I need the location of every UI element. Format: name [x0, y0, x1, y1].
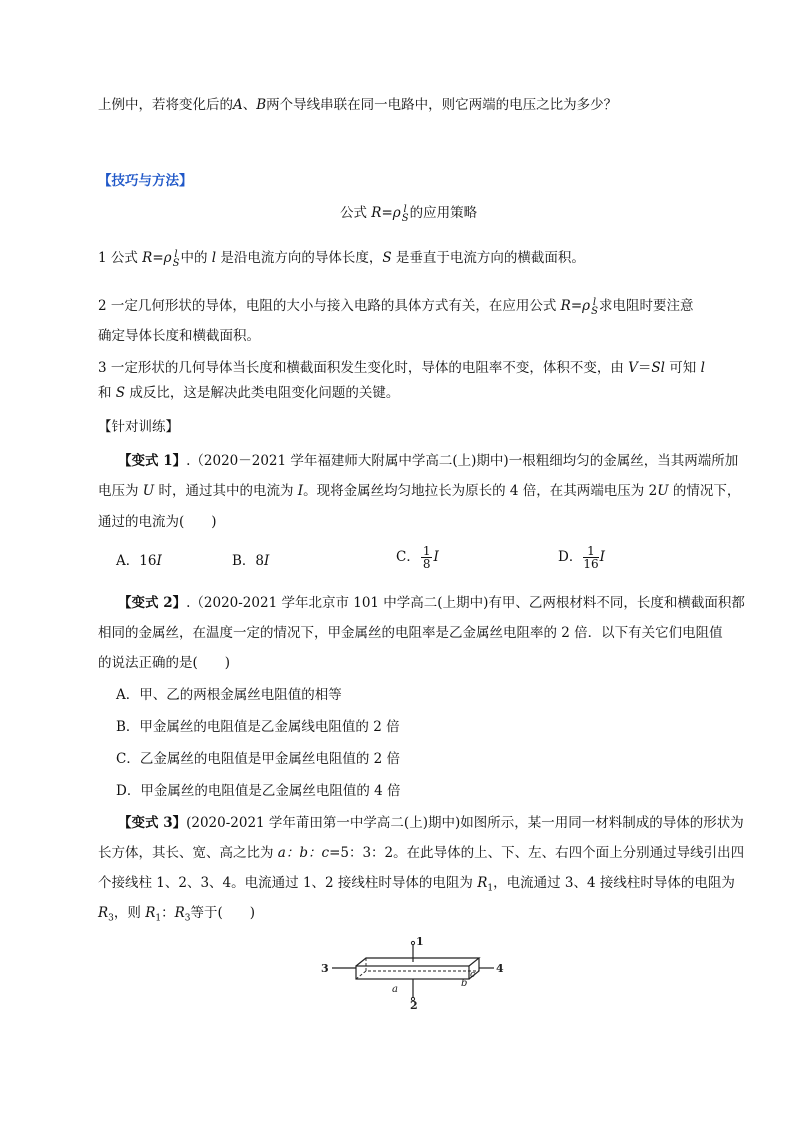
q1-option-d[interactable]: D． $\frac{1}{16}$ I: [558, 544, 605, 571]
dim-a-label: a: [392, 984, 398, 995]
q2-line-2: 相同的金属丝，在温度一定的情况下，甲金属丝的电阻率是乙金属丝电阻率的 2 倍．以下有关它们电阻值: [98, 625, 723, 641]
q3-line-4: $R_3$，则 $R_1$：$R_3$等于( ): [98, 905, 256, 924]
tip-1: 1 公式 R=ρ l S 中的 l 是沿电流方向的导体长度，S 是垂直于电流方向的横截面积。: [98, 248, 585, 269]
intro-question: 上例中，若将变化后的A、B两个导线串联在同一电路中，则它两端的电压之比为多少？: [98, 97, 618, 113]
terminal-2-label: 2: [410, 999, 418, 1012]
formula-title: 公式 R=ρ l S 的应用策略: [340, 203, 478, 224]
q3-line-2: 长方体，其长、宽、高之比为 a：b：c=5：3：2。在此导体的上、下、左、右四个面上分别通过导线引出四: [98, 845, 745, 861]
conductor-figure: [318, 935, 518, 1015]
tip-2-line-2: 确定导体长度和横截面积。: [98, 328, 260, 344]
training-heading: 【针对训练】: [98, 419, 179, 435]
dim-b-label: b: [461, 978, 468, 989]
q2-option-b[interactable]: B．甲金属丝的电阻值是乙金属线电阻值的 2 倍: [116, 719, 400, 735]
top-face: [356, 958, 479, 966]
tip-2-line-1: 2 一定几何形状的导体，电阻的大小与接入电路的具体方式有关，在应用公式 R=ρ l S 求电阻时要注意: [98, 296, 694, 317]
q2-line-3: 的说法正确的是( ): [98, 655, 231, 671]
terminal-1-dot: [411, 941, 414, 944]
dim-c-label: c: [470, 970, 476, 980]
q1-line-1: 【变式 1】.（2020－2021 学年福建师大附属中学高二(上)期中)一根粗细均匀的金属丝，当其两端所加: [118, 453, 739, 469]
q2-option-a[interactable]: A．甲、乙的两根金属丝电阻值的相等: [116, 687, 342, 703]
terminal-3-label: 3: [321, 962, 329, 975]
q1-label: 【变式 1】: [118, 453, 187, 469]
q1-option-c[interactable]: C． $\frac{1}{8}$ I: [396, 544, 439, 571]
terminal-1-label: 1: [416, 935, 424, 948]
q1-line-2: 电压为 U 时，通过其中的电流为 I。现将金属丝均匀地拉长为原长的 4 倍，在其两端电压为 2U 的情况下，: [98, 483, 741, 499]
q3-line-3: 个接线柱 1、2、3、4。电流通过 1、2 接线柱时导体的电阻为 $R_1$，电流通过 3、4 接线柱时导体的电阻为: [98, 875, 735, 894]
q2-option-d[interactable]: D．甲金属丝的电阻值是乙金属丝电阻值的 4 倍: [116, 783, 401, 799]
tip-3-line-1: 3 一定形状的几何导体当长度和横截面积发生变化时，导体的电阻率不变，体积不变，由 V＝Sl 可知 l: [98, 360, 705, 376]
q1-option-a[interactable]: A．16I: [116, 553, 162, 569]
q2-label: 【变式 2】: [118, 595, 187, 611]
front-face: [356, 966, 469, 979]
q1-line-3: 通过的电流为( ): [98, 514, 217, 530]
tips-heading: 【技巧与方法】: [98, 173, 193, 189]
q2-option-c[interactable]: C．乙金属丝的电阻值是甲金属丝电阻值的 2 倍: [116, 751, 401, 767]
q3-line-1: 【变式 3】(2020-2021 学年莆田第一中学高二(上)期中)如图所示，某一用同一材料制成的导体的形状为: [118, 815, 744, 831]
terminal-4-label: 4: [496, 962, 504, 975]
formula-fraction: l S: [401, 203, 409, 224]
tip-3-line-2: 和 S 成反比，这是解决此类电阻变化问题的关键。: [98, 385, 400, 401]
q3-label: 【变式 3】: [118, 815, 187, 831]
q2-line-1: 【变式 2】.（2020-2021 学年北京市 101 中学高二(上期中)有甲、乙两根材料不同，长度和横截面积都: [118, 595, 745, 611]
hidden-edges: [366, 958, 479, 971]
q1-option-b[interactable]: B．8I: [232, 553, 270, 569]
